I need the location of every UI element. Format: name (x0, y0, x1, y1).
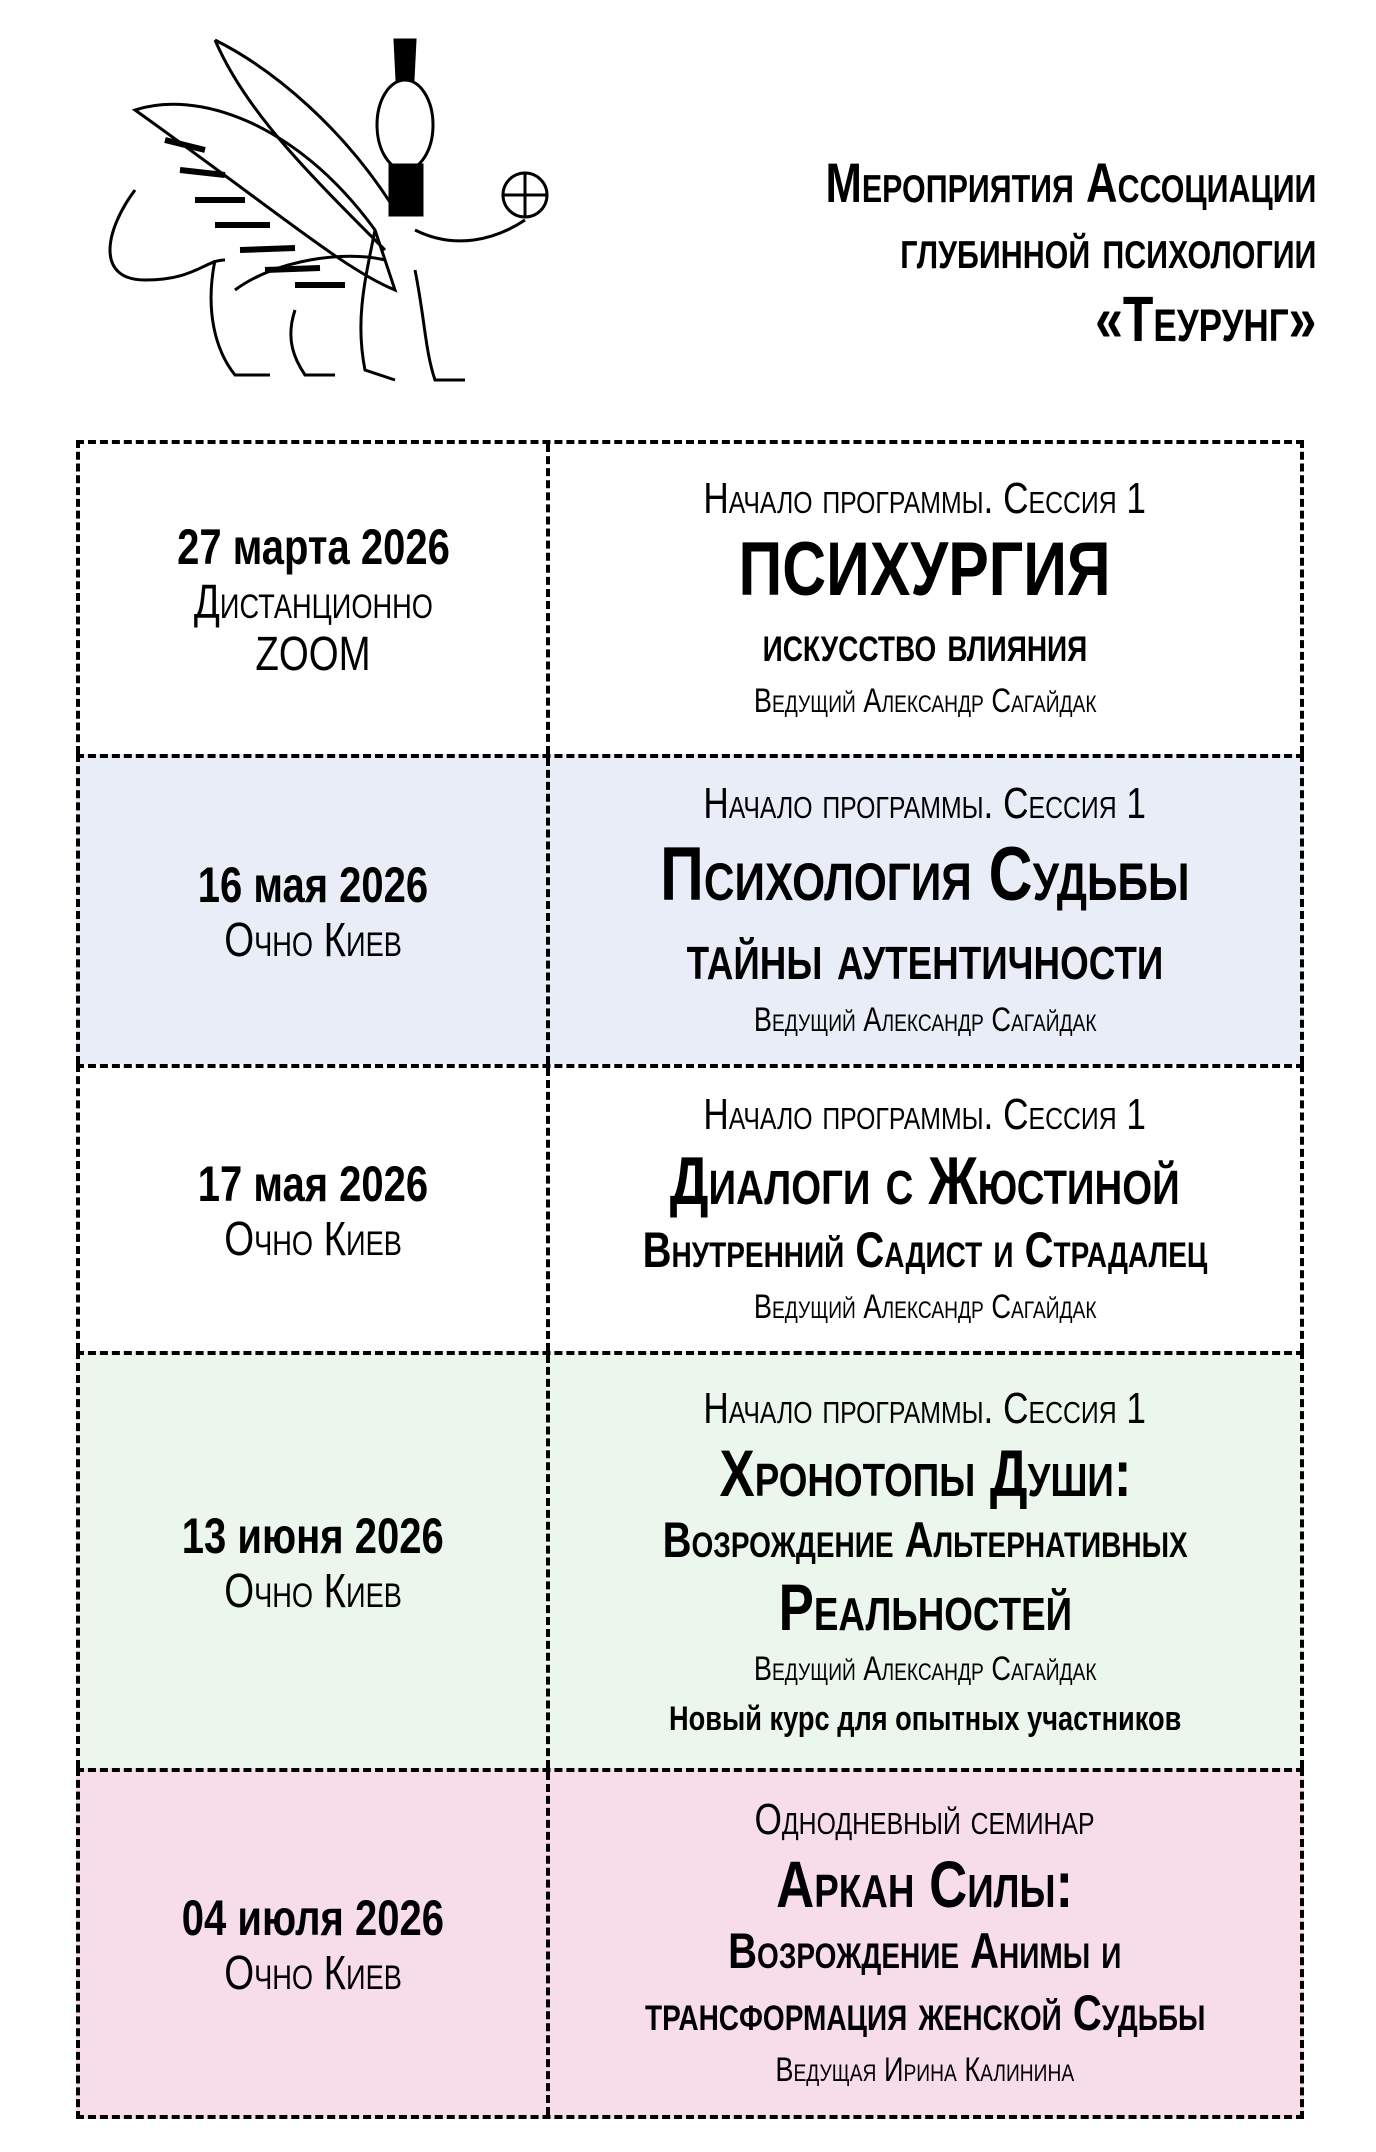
event-type: Однодневный семинар (754, 1794, 1096, 1844)
event-row (76, 754, 1304, 1064)
event-type: Начало программы. Сессия 1 (703, 1383, 1147, 1433)
winged-lion-logo (95, 30, 655, 400)
event-date-cell (80, 1772, 550, 2115)
event-subtitle: трансформация женской Судьбы (644, 1984, 1206, 2041)
event-mode: Очно Киев (224, 1564, 402, 1618)
event-subtitle: Внутренний Садист и Страдалец (642, 1221, 1208, 1278)
event-date: 16 мая 2026 (197, 857, 429, 913)
event-subtitle: Возрождение Анимы и (728, 1922, 1122, 1979)
event-info-cell (550, 1068, 1300, 1351)
event-mode: ZOOM (255, 628, 371, 681)
event-date-cell (80, 758, 550, 1064)
event-title: Хронотопы Души: (719, 1435, 1131, 1510)
event-type: Начало программы. Сессия 1 (703, 474, 1147, 523)
event-row (76, 1768, 1304, 2119)
event-info-cell (550, 1772, 1300, 2115)
event-title: Аркан Силы: (776, 1846, 1074, 1921)
event-date: 17 мая 2026 (197, 1155, 429, 1212)
event-subtitle: Реальностей (778, 1569, 1072, 1644)
event-leader: Ведущий Александр Сагайдак (753, 1001, 1097, 1039)
event-leader: Ведущий Александр Сагайдак (753, 1287, 1097, 1326)
event-mode: Дистанционно (193, 576, 433, 629)
event-mode: Очно Киев (224, 1946, 402, 2000)
event-info-cell (550, 444, 1300, 754)
event-mode: Очно Киев (224, 914, 402, 967)
event-row (76, 1351, 1304, 1768)
event-title: ПСИХУРГИЯ (738, 527, 1112, 612)
event-date: 04 июля 2026 (181, 1889, 445, 1946)
event-date: 27 марта 2026 (176, 519, 450, 575)
event-date-cell (80, 1355, 550, 1768)
title-line: Мероприятия Ассоциации (825, 151, 1316, 214)
event-leader: Ведущий Александр Сагайдак (753, 682, 1097, 720)
event-row (76, 1064, 1304, 1351)
event-date: 13 июня 2026 (182, 1507, 444, 1564)
event-title: Диалоги с Жюстиной (669, 1142, 1180, 1219)
event-info-cell (550, 1355, 1300, 1768)
event-date-cell (80, 444, 550, 754)
event-mode: Очно Киев (224, 1212, 402, 1266)
page-title (687, 150, 1316, 356)
event-subtitle: Возрождение Альтернативных (662, 1511, 1188, 1568)
event-subtitle: искусство влияния (762, 616, 1088, 672)
events-table (76, 440, 1304, 2119)
event-subtitle: тайны аутентичности (686, 919, 1164, 993)
title-line: «Теурунг» (1094, 283, 1316, 355)
event-leader: Ведущая Ирина Калинина (775, 2050, 1075, 2089)
event-row (76, 440, 1304, 754)
event-type: Начало программы. Сессия 1 (703, 1089, 1147, 1139)
event-type: Начало программы. Сессия 1 (703, 779, 1147, 828)
event-date-cell (80, 1068, 550, 1351)
event-info-cell (550, 758, 1300, 1064)
title-line: глубинной психологии (899, 217, 1316, 280)
event-leader: Ведущий Александр Сагайдак (753, 1649, 1097, 1688)
event-title: Психология Судьбы (660, 832, 1190, 917)
event-note: Новый курс для опытных участников (668, 1699, 1182, 1738)
